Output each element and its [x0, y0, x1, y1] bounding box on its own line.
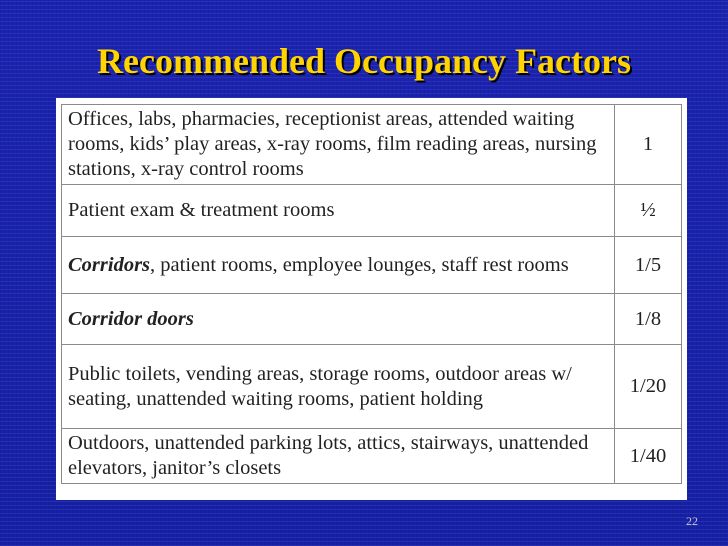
occupancy-factor: 1/8	[634, 307, 662, 330]
area-description-lead: Corridors	[68, 253, 151, 276]
occupancy-factor-cell	[615, 294, 682, 345]
area-description: Public toilets, vending areas, storage rooms, outdoor areas w/ seating, unattended waiting rooms, patient holding	[68, 362, 572, 410]
area-description: , patient rooms, employee lounges, staff rest rooms	[150, 253, 569, 276]
area-description: Patient exam & treatment rooms	[68, 199, 335, 221]
table-row	[62, 185, 682, 237]
area-description-lead: Corridor doors	[68, 307, 194, 330]
occupancy-factor-cell	[615, 105, 682, 185]
occupancy-factor: ½	[640, 199, 656, 221]
occupancy-factor-cell	[615, 345, 682, 429]
table-row	[62, 105, 682, 185]
table-panel	[56, 98, 687, 500]
occupancy-factor: 1/20	[629, 375, 667, 397]
area-description-cell	[62, 105, 615, 185]
area-description-cell	[62, 185, 615, 237]
table-row	[62, 345, 682, 429]
occupancy-factor-cell	[615, 185, 682, 237]
table-row	[62, 429, 682, 484]
area-description-cell	[62, 429, 615, 484]
slide-title: Recommended Occupancy Factors	[97, 41, 631, 81]
area-description-cell	[62, 345, 615, 429]
occupancy-factor: 1/5	[634, 253, 662, 276]
table-row	[62, 294, 682, 345]
table-row	[62, 237, 682, 294]
occupancy-factor: 1/40	[629, 444, 667, 467]
area-description-cell	[62, 237, 615, 294]
occupancy-factors-table	[61, 104, 682, 484]
occupancy-factor-cell	[615, 429, 682, 484]
area-description-cell	[62, 294, 615, 345]
area-description: Outdoors, unattended parking lots, attics, stairways, unattended elevators, janitor’s closets	[68, 432, 589, 479]
area-description: Offices, labs, pharmacies, receptionist areas, attended waiting rooms, kids’ play areas, x-ray rooms, film reading areas, nursing stations, x-ray control rooms	[68, 108, 597, 180]
occupancy-factor: 1	[642, 133, 654, 155]
page-number: 22	[686, 514, 698, 528]
occupancy-factor-cell	[615, 237, 682, 294]
